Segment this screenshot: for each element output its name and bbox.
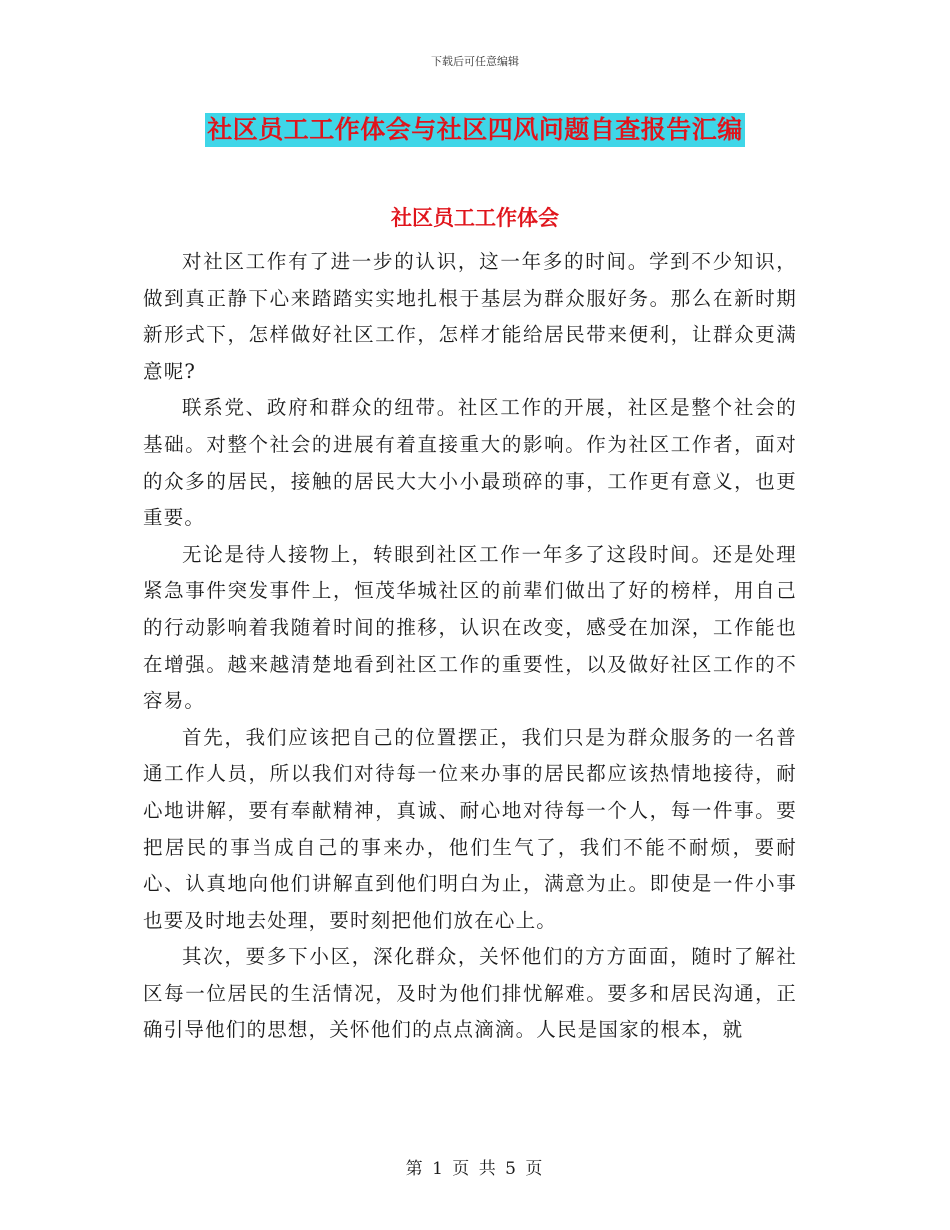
document-main-title: 社区员工工作体会与社区四风问题自查报告汇编 (205, 113, 745, 147)
page-header-note: 下载后可任意编辑 (431, 55, 519, 68)
paragraph: 首先，我们应该把自己的位置摆正，我们只是为群众服务的一名普通工作人员，所以我们对待每一位来办事的居民都应该热情地接待，耐心地讲解，要有奉献精神，真诚、耐心地对待每一个人，每一件事。要把居民的事当成自己的事来办，他们生气了，我们不能不耐烦，要耐心、认真地向他们讲解直到他们明白为止，满意为止。即使是一件小事也要及时地去处理，要时刻把他们放在心上。 (143, 725, 797, 932)
paragraph: 联系党、政府和群众的纽带。社区工作的开展，社区是整个社会的基础。对整个社会的进展有着直接重大的影响。作为社区工作者，面对的众多的居民，接触的居民大大小小最琐碎的事，工作更有意义，也更重要。 (143, 396, 797, 530)
paragraph: 其次，要多下小区，深化群众，关怀他们的方方面面，随时了解社区每一位居民的生活情况，及时为他们排忧解难。要多和居民沟通，正确引导他们的思想，关怀他们的点点滴滴。人民是国家的根本，就 (143, 945, 797, 1042)
paragraph: 对社区工作有了进一步的认识，这一年多的时间。学到不少知识，做到真正静下心来踏踏实实地扎根于基层为群众服好务。那么在新时期新形式下，怎样做好社区工作，怎样才能给居民带来便利，让群众更满意呢? (143, 250, 797, 383)
page-number-footer: 第 1 页 共 5 页 (405, 1159, 545, 1179)
document-body (143, 244, 797, 1049)
section-title: 社区员工工作体会 (391, 205, 559, 230)
paragraph: 无论是待人接物上，转眼到社区工作一年多了这段时间。还是处理紧急事件突发事件上，恒茂华城社区的前辈们做出了好的榜样，用自己的行动影响着我随着时间的推移，认识在改变，感受在加深，工作能也在增强。越来越清楚地看到社区工作的重要性，以及做好社区工作的不容易。 (143, 542, 797, 713)
main-title-container (0, 113, 950, 147)
